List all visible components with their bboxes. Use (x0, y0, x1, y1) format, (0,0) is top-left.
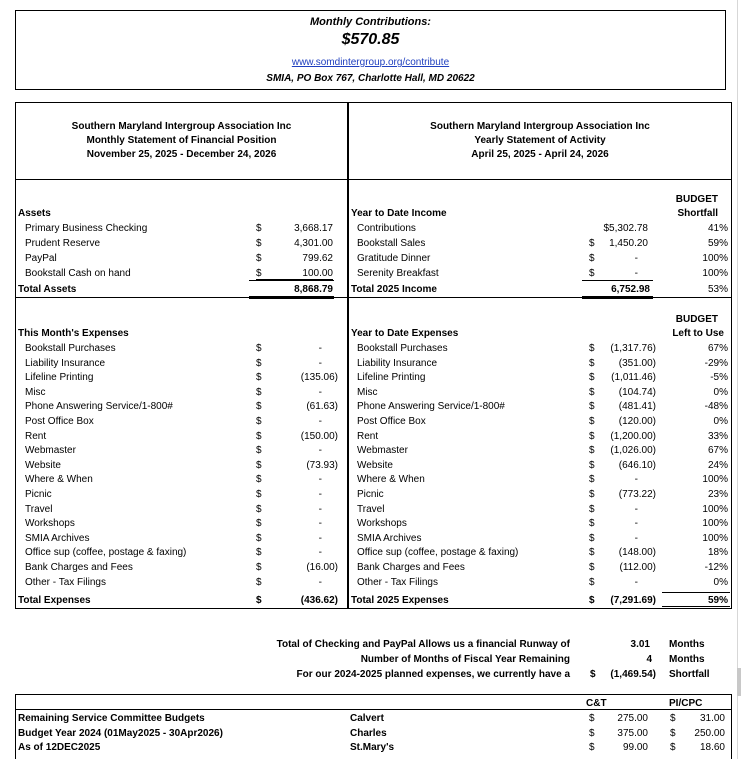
ytd-expense-pct: 24% (707, 459, 728, 471)
ytd-expenses-title: Year to Date Expenses (351, 328, 459, 339)
ytd-expense-sign: $ (589, 372, 595, 384)
runway-unit: Months (669, 639, 705, 650)
assets-title: Assets (18, 208, 51, 219)
income-sign: $ (589, 268, 595, 279)
expense-label: Bookstall Purchases (25, 343, 116, 354)
asset-value: 100.00 (302, 268, 333, 279)
committee-county: Calvert (350, 713, 384, 724)
committee-county: Charles (350, 727, 387, 739)
ct-value: 275.00 (617, 713, 648, 724)
months-remaining-unit: Months (669, 654, 705, 665)
expense-sign: $ (256, 357, 262, 369)
runway-value: 3.01 (630, 639, 650, 650)
committee-header-rule (15, 709, 732, 710)
pi-cpc-header: PI/CPC (669, 698, 703, 709)
income-pct: 59% (707, 238, 728, 249)
ytd-expense-label: Webmaster (357, 445, 408, 457)
ytd-expense-label: Bookstall Purchases (357, 343, 448, 354)
shortfall-value: (1,469.54) (610, 669, 656, 680)
ytd-expense-label: Travel (357, 503, 385, 515)
expense-sign: $ (256, 372, 262, 384)
ytd-expense-pct: -29% (704, 357, 728, 369)
expense-sign: $ (256, 489, 262, 500)
ytd-expense-pct: -48% (704, 401, 728, 413)
expense-label: Bank Charges and Fees (25, 562, 133, 573)
ytd-expense-sign: $ (589, 416, 595, 427)
left-to-use-header: Left to Use (672, 328, 724, 339)
asset-value: 3,668.17 (294, 223, 333, 234)
asset-value: 4,301.00 (294, 238, 333, 249)
right-header-divider (348, 179, 732, 180)
expense-value: - (318, 532, 322, 544)
expense-label: Website (25, 459, 61, 471)
ytd-expense-sign: $ (589, 547, 595, 559)
total-income-top-rule (582, 280, 653, 281)
ytd-expense-label: Website (357, 459, 393, 471)
income-value: - (634, 268, 638, 279)
shortfall-sign: $ (590, 669, 596, 680)
ytd-expense-pct: 67% (707, 445, 728, 457)
ytd-expense-sign: $ (589, 532, 595, 544)
ytd-expense-label: Office sup (coffee, postage & faxing) (357, 547, 519, 559)
months-remaining-value: 4 (646, 654, 652, 665)
ytd-expense-sign: $ (589, 343, 595, 354)
sheet-edge-line (737, 0, 738, 759)
expense-value: - (318, 518, 322, 530)
expense-sign: $ (256, 532, 262, 544)
asset-label: Prudent Reserve (25, 238, 101, 249)
shortfall-unit: Shortfall (669, 669, 710, 680)
ct-value: 375.00 (617, 727, 648, 739)
sheet-scroll-marker[interactable] (737, 668, 741, 696)
right-statement-title: Yearly Statement of Activity (474, 135, 606, 146)
total-expenses-sign: $ (256, 595, 262, 606)
months-remaining-label: Number of Months of Fiscal Year Remaining (360, 654, 570, 665)
pi-value: 18.60 (699, 742, 725, 753)
ytd-expense-label: Lifeline Printing (357, 372, 426, 384)
expense-sign: $ (256, 343, 262, 354)
expense-label: Travel (25, 503, 53, 515)
income-pct: 100% (702, 268, 728, 279)
total-ytd-expenses-pct: 59% (707, 595, 728, 606)
expense-value: - (318, 343, 322, 354)
ytd-expense-label: Post Office Box (357, 416, 426, 427)
ct-sign: $ (589, 727, 595, 739)
total-ytd-expenses-value: (7,291.69) (610, 595, 656, 606)
asset-label: Primary Business Checking (25, 223, 148, 234)
total-expenses-label: Total Expenses (18, 595, 91, 606)
pi-sign: $ (670, 727, 676, 739)
total-assets-value: 8,868.79 (294, 284, 333, 295)
shortfall-label: For our 2024-2025 planned expenses, we currently have a (296, 669, 570, 680)
total-assets-label: Total Assets (18, 284, 77, 295)
ct-sign: $ (589, 742, 595, 753)
ytd-expense-value: - (634, 518, 638, 530)
ytd-expense-label: Phone Answering Service/1-800# (357, 401, 505, 413)
ytd-expense-sign: $ (589, 518, 595, 530)
ytd-expense-value: (104.74) (618, 386, 656, 398)
ytd-expense-pct: 18% (707, 547, 728, 559)
expense-label: Office sup (coffee, postage & faxing) (25, 547, 187, 559)
ytd-expense-value: - (634, 474, 638, 486)
left-period: November 25, 2025 - December 24, 2026 (86, 149, 277, 160)
ytd-expense-label: Workshops (357, 518, 407, 530)
expense-sign: $ (256, 430, 262, 442)
expense-value: - (318, 503, 322, 515)
income-label: Gratitude Dinner (357, 253, 431, 264)
expense-sign: $ (256, 459, 262, 471)
ytd-expense-value: (773.22) (618, 489, 656, 500)
committee-caption-line: As of 12DEC2025 (18, 742, 101, 753)
contribute-link[interactable]: www.somdintergroup.org/contribute (291, 57, 450, 68)
expense-value: - (318, 474, 322, 486)
ytd-expense-sign: $ (589, 357, 595, 369)
income-value: 1,450.20 (609, 238, 648, 249)
ytd-expense-value: - (634, 503, 638, 515)
ytd-expense-label: Picnic (357, 489, 384, 500)
total-ytd-expenses-sign: $ (589, 595, 595, 606)
expense-value: (16.00) (306, 562, 338, 573)
right-period: April 25, 2025 - April 24, 2026 (471, 149, 609, 160)
ytd-expense-sign: $ (589, 445, 595, 457)
total-pct-double-rule (662, 606, 730, 609)
ytd-expense-value: (120.00) (618, 416, 656, 427)
expense-value: - (318, 576, 322, 588)
asset-sign: $ (256, 253, 262, 264)
ytd-expense-pct: 33% (707, 430, 728, 442)
shortfall-header: Shortfall (677, 208, 718, 219)
ytd-expense-pct: 67% (707, 343, 728, 354)
runway-label: Total of Checking and PayPal Allows us a financial Runway of (276, 639, 570, 650)
ytd-expense-pct: 0% (713, 416, 728, 427)
committee-county: St.Mary's (350, 742, 395, 753)
asset-sign: $ (256, 238, 262, 249)
expense-label: Picnic (25, 489, 52, 500)
expense-label: Rent (25, 430, 47, 442)
expense-label: Webmaster (25, 445, 76, 457)
mailing-address: SMIA, PO Box 767, Charlotte Hall, MD 20622 (266, 73, 475, 84)
ytd-expense-label: Rent (357, 430, 379, 442)
total-expenses-value: (436.62) (300, 595, 338, 606)
budget-header: BUDGET (675, 194, 718, 205)
ytd-expense-sign: $ (589, 489, 595, 500)
total-income-value: 6,752.98 (611, 284, 650, 295)
income-pct: 41% (707, 223, 728, 234)
income-sign: $ (589, 238, 595, 249)
contributions-amount: $570.85 (341, 31, 400, 48)
expense-value: - (318, 445, 322, 457)
ytd-expense-label: Bank Charges and Fees (357, 562, 465, 573)
ytd-expense-value: (481.41) (618, 401, 656, 413)
ytd-expense-label: Liability Insurance (357, 357, 438, 369)
pi-value: 250.00 (694, 727, 725, 739)
asset-value: 799.62 (302, 253, 333, 264)
income-value: $5,302.78 (603, 223, 648, 234)
expense-label: Misc (25, 386, 46, 398)
expense-sign: $ (256, 518, 262, 530)
total-income-pct: 53% (707, 284, 728, 295)
income-label: Serenity Breakfast (357, 268, 439, 279)
expense-label: Other - Tax Filings (25, 576, 106, 588)
expense-sign: $ (256, 576, 262, 588)
expense-value: (135.06) (300, 372, 338, 384)
ytd-expense-value: (1,011.46) (611, 372, 656, 384)
ytd-expense-value: (1,200.00) (610, 430, 656, 442)
ytd-expense-pct: 23% (707, 489, 728, 500)
budget-header-2: BUDGET (675, 314, 718, 325)
expense-value: - (318, 547, 322, 559)
income-value: - (634, 253, 638, 264)
ct-sign: $ (589, 713, 595, 724)
expense-sign: $ (256, 562, 262, 573)
ytd-expense-sign: $ (589, 386, 595, 398)
expense-value: (61.63) (306, 401, 338, 413)
expense-value: - (318, 386, 322, 398)
asset-label: PayPal (25, 253, 57, 264)
ytd-expense-value: - (634, 576, 638, 588)
committee-caption-line: Budget Year 2024 (01May2025 - 30Apr2026) (18, 727, 223, 739)
ytd-expense-value: (646.10) (618, 459, 656, 471)
total-income-label: Total 2025 Income (351, 284, 437, 295)
ytd-expense-sign: $ (589, 562, 595, 573)
ytd-expense-pct: -12% (704, 562, 728, 573)
income-sign: $ (589, 253, 595, 264)
expense-sign: $ (256, 547, 262, 559)
expense-value: - (318, 489, 322, 500)
expense-label: Post Office Box (25, 416, 94, 427)
expense-sign: $ (256, 401, 262, 413)
contributions-title: Monthly Contributions: (310, 16, 431, 28)
expense-sign: $ (256, 386, 262, 398)
committee-caption-line: Remaining Service Committee Budgets (18, 713, 205, 724)
month-expenses-title: This Month's Expenses (18, 328, 129, 339)
ytd-expense-label: SMIA Archives (357, 532, 422, 544)
ytd-expense-label: Misc (357, 386, 378, 398)
asset-label: Bookstall Cash on hand (25, 268, 131, 279)
asset-sign: $ (256, 268, 262, 279)
ytd-expense-sign: $ (589, 401, 595, 413)
right-org-name: Southern Maryland Intergroup Association Inc (430, 121, 650, 132)
ytd-expense-value: (148.00) (618, 547, 656, 559)
income-pct: 100% (702, 253, 728, 264)
ct-value: 99.00 (622, 742, 648, 753)
ytd-expense-sign: $ (589, 459, 595, 471)
expense-label: SMIA Archives (25, 532, 90, 544)
ytd-expense-value: (1,317.76) (610, 343, 656, 354)
left-header-divider (15, 179, 348, 180)
total-ytd-expenses-label: Total 2025 Expenses (351, 595, 449, 606)
ytd-expense-pct: 0% (713, 576, 728, 588)
expense-sign: $ (256, 445, 262, 457)
ytd-expense-pct: 100% (702, 532, 728, 544)
ytd-expense-value: - (634, 532, 638, 544)
expense-sign: $ (256, 474, 262, 486)
ytd-expense-pct: 100% (702, 503, 728, 515)
income-label: Contributions (357, 223, 416, 234)
pi-sign: $ (670, 742, 676, 753)
left-statement-title: Monthly Statement of Financial Position (86, 135, 277, 146)
total-pct-top-rule (662, 592, 730, 593)
ct-header: C&T (586, 698, 607, 709)
left-org-name: Southern Maryland Intergroup Association Inc (71, 121, 292, 132)
ytd-expense-pct: 100% (702, 518, 728, 530)
ytd-expense-pct: 100% (702, 474, 728, 486)
ytd-expense-pct: 0% (713, 386, 728, 398)
expense-value: (73.93) (306, 459, 338, 471)
expense-value: - (318, 357, 322, 369)
expense-label: Liability Insurance (25, 357, 106, 369)
assets-section-divider (15, 297, 732, 298)
ytd-expense-value: (1,026.00) (610, 445, 656, 457)
pi-sign: $ (670, 713, 676, 724)
ytd-expense-sign: $ (589, 430, 595, 442)
expense-value: (150.00) (300, 430, 338, 442)
pi-value: 31.00 (699, 713, 725, 724)
expense-label: Lifeline Printing (25, 372, 94, 384)
ytd-expense-sign: $ (589, 474, 595, 486)
income-label: Bookstall Sales (357, 238, 426, 249)
expense-sign: $ (256, 503, 262, 515)
ytd-expense-sign: $ (589, 503, 595, 515)
expense-label: Where & When (25, 474, 93, 486)
expense-label: Phone Answering Service/1-800# (25, 401, 173, 413)
income-title: Year to Date Income (351, 208, 447, 219)
expense-value: - (318, 416, 322, 427)
ytd-expense-value: (112.00) (619, 562, 656, 573)
ytd-expense-sign: $ (589, 576, 595, 588)
ytd-expense-value: (351.00) (618, 357, 656, 369)
asset-sign: $ (256, 223, 262, 234)
total-assets-top-rule (249, 280, 334, 281)
ytd-expense-label: Where & When (357, 474, 425, 486)
ytd-expense-pct: -5% (710, 372, 728, 384)
ytd-expense-label: Other - Tax Filings (357, 576, 438, 588)
expense-sign: $ (256, 416, 262, 427)
expense-label: Workshops (25, 518, 75, 530)
